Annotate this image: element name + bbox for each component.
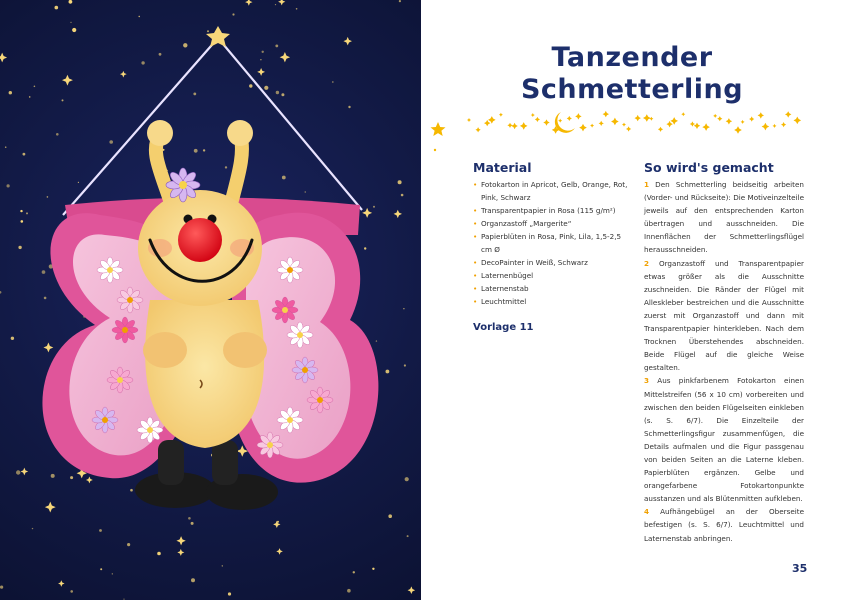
- page-title-line1: Tanzender: [551, 42, 713, 73]
- band-star-icon: [717, 116, 722, 121]
- star-dot: [348, 106, 350, 108]
- material-item: • Transparentpapier in Rosa (115 g/m²): [473, 204, 633, 217]
- step-number: 4: [644, 507, 650, 517]
- band-star-icon: [543, 119, 549, 125]
- material-item: • Papierblüten in Rosa, Pink, Lila, 1,5-2,5 cm Ø: [473, 230, 633, 256]
- left-antenna-tip: [147, 120, 173, 146]
- star-dot: [203, 149, 205, 151]
- paper-flower-icon: [117, 287, 143, 313]
- instructions-steps: [644, 178, 804, 545]
- material-item: • Laternenbügel: [473, 269, 633, 282]
- star-icon: [245, 0, 252, 6]
- star-dot: [34, 86, 36, 88]
- star-dot: [364, 247, 366, 249]
- band-star-icon: [567, 116, 572, 121]
- star-dot: [282, 176, 286, 180]
- star-dot: [100, 568, 102, 570]
- star-dot: [112, 573, 113, 574]
- star-icon: [62, 75, 73, 86]
- left-leg: [158, 440, 184, 485]
- star-icon: [58, 580, 64, 586]
- paper-flower-icon: [107, 367, 133, 393]
- step-text: Aufhängebügel an der Oberseite befestigen (s. S. 6/7). Leuchtmittel und Laternenstab anbringen.: [644, 507, 804, 543]
- star-dot: [386, 370, 390, 374]
- band-star-icon: [702, 123, 710, 131]
- hanging-wire: [63, 38, 362, 215]
- band-star-icon: [758, 112, 764, 118]
- star-icon: [280, 52, 290, 62]
- paper-flower-icon: [287, 322, 313, 348]
- star-dot: [305, 191, 306, 192]
- star-dot: [42, 270, 46, 274]
- paper-flower-icon: [112, 317, 138, 343]
- paper-flower-icon: [307, 387, 333, 413]
- star-icon: [120, 71, 127, 78]
- star-dot: [353, 571, 355, 573]
- star-dot: [404, 364, 406, 366]
- star-dot: [232, 13, 234, 15]
- band-star-icon: [762, 123, 770, 131]
- band-star-icon: [635, 115, 641, 121]
- step-2: [644, 257, 804, 375]
- band-star-icon: [643, 114, 651, 122]
- star-dot: [188, 517, 191, 520]
- star-dot: [191, 522, 194, 525]
- paper-flower-icon: [277, 407, 303, 433]
- star-dot: [56, 133, 59, 136]
- star-dot: [70, 476, 73, 479]
- step-3: [644, 374, 804, 505]
- material-item: • DecoPainter in Weiß, Schwarz: [473, 256, 633, 269]
- star-dot: [109, 140, 113, 144]
- step-1: [644, 178, 804, 257]
- star-icon: [394, 210, 402, 218]
- band-star-icon: [520, 122, 528, 130]
- star-dot: [332, 81, 334, 83]
- star-icon: [177, 549, 184, 556]
- star-icon: [0, 53, 7, 63]
- decorative-stars-moon: [461, 102, 806, 144]
- right-antenna-tip: [227, 120, 253, 146]
- red-nose: [178, 218, 222, 262]
- star-icon: [408, 586, 416, 594]
- star-dot: [29, 96, 31, 98]
- star-dot: [157, 552, 161, 556]
- band-star-icon: [694, 123, 700, 129]
- star-dot: [376, 340, 377, 341]
- star-dot: [51, 474, 55, 478]
- left-arm: [143, 332, 187, 368]
- star-dot: [191, 578, 195, 582]
- star-icon: [43, 343, 53, 353]
- star-dot: [11, 337, 14, 340]
- band-star-icon: [773, 124, 777, 128]
- band-star-icon: [575, 113, 581, 119]
- band-star-icon: [626, 126, 631, 131]
- star-dot: [16, 470, 20, 474]
- band-star-icon: [622, 123, 626, 127]
- star-icon: [176, 536, 185, 545]
- band-star-icon: [590, 124, 594, 128]
- star-dot: [405, 477, 409, 481]
- star-icon: [86, 477, 93, 484]
- band-star-icon: [741, 120, 745, 124]
- star-dot: [194, 149, 198, 153]
- star-dot: [296, 8, 298, 10]
- right-leg: [212, 440, 238, 485]
- band-star-icon: [785, 111, 791, 117]
- step-text: Organzastoff und Transparentpapier etwas größer als die Ausschnitte zuschneiden. Die Ränder der Flügel mit Alleskleber bestreichen und die Ausschnitte zuerst mit Organzastoff und dann mit Transparentpapier hinterkleben. Nach dem Trocknen Überstehendes abschneiden. Beide Flügel auf die gleiche Weise gestalten.: [644, 258, 804, 373]
- star-dot: [9, 91, 12, 94]
- star-dot: [159, 53, 162, 56]
- paper-flower-icon: [277, 257, 303, 283]
- star-dot: [399, 0, 401, 2]
- star-dot: [141, 61, 144, 64]
- star-dot: [264, 86, 268, 90]
- star-icon: [45, 502, 56, 513]
- paper-flower-icon: [272, 297, 298, 323]
- star-dot: [20, 210, 22, 212]
- star-dot: [262, 51, 264, 53]
- star-dot: [0, 586, 3, 589]
- band-star-icon: [467, 118, 471, 122]
- band-star-icon: [579, 124, 587, 132]
- star-dot: [23, 153, 26, 156]
- star-dot: [193, 93, 196, 96]
- page-number: 35: [792, 562, 808, 575]
- head-flower-icon: [166, 168, 200, 202]
- material-heading: Material: [473, 160, 532, 175]
- star-icon: [343, 37, 352, 46]
- instruction-page: [421, 0, 843, 600]
- step-number: 2: [644, 258, 650, 268]
- star-dot: [21, 220, 24, 223]
- star-dot: [225, 166, 227, 168]
- paper-flower-icon: [292, 357, 318, 383]
- star-dot: [260, 59, 261, 60]
- star-dot: [207, 30, 209, 32]
- star-dot: [78, 182, 79, 183]
- step-4: [644, 505, 804, 544]
- star-dot: [401, 194, 404, 197]
- material-item: • Fotokarton in Apricot, Gelb, Orange, Rot, Pink, Schwarz: [473, 178, 633, 204]
- star-dot: [26, 212, 28, 214]
- right-arm: [223, 332, 267, 368]
- star-dot: [99, 529, 102, 532]
- band-star-icon: [794, 117, 802, 125]
- star-icon: [276, 548, 283, 555]
- star-dot: [47, 196, 49, 198]
- star-icon: [257, 68, 265, 76]
- star-icon: [20, 468, 28, 476]
- step-text: Aus pinkfarbenem Fotokarton einen Mittelstreifen (56 x 10 cm) vorbereiten und zwischen den beiden Flügelseiten einkleben (s. S. 6/7). Die Einzelteile der Schmetterlingsfigur zusammenfügen, die Details aufmalen und die Figur passgenau von beiden Seiten an die Laterne kleben. Papierblüten ergänzen. Gelbe und orangefarbene Fotokartonpunkte ausstanzen und als Blütenmitten aufkleben.: [644, 376, 804, 504]
- material-item: • Laternenstab: [473, 282, 633, 295]
- page-title-line2: Schmetterling: [520, 74, 744, 105]
- band-star-icon: [666, 121, 672, 127]
- star-dot: [7, 184, 10, 187]
- paper-flower-icon: [137, 417, 163, 443]
- star-icon: [278, 0, 285, 5]
- band-star-icon: [726, 118, 732, 124]
- material-item: • Leuchtmittel: [473, 295, 633, 308]
- star-dot: [388, 514, 392, 518]
- band-star-icon: [476, 127, 481, 132]
- star-dot: [139, 16, 140, 17]
- step-text: Den Schmetterling beidseitig arbeiten (Vorder- und Rückseite): Die Motiveinzelteile jeweils auf den entsprechenden Karton übertragen und ausschneiden. Die Innenflächen der Schmetterlingsflügel herausschneiden.: [644, 180, 804, 255]
- top-star-icon: [206, 26, 230, 47]
- band-star-icon: [649, 117, 653, 121]
- star-dot: [62, 99, 64, 101]
- star-dot: [69, 0, 73, 4]
- band-star-icon: [713, 114, 717, 118]
- band-star-icon: [734, 126, 742, 134]
- band-star-icon: [603, 111, 609, 117]
- star-dot: [276, 91, 279, 94]
- template-reference: Vorlage 11: [473, 322, 534, 333]
- star-icon: [273, 521, 280, 528]
- material-list: [473, 178, 633, 308]
- band-star-icon: [681, 112, 685, 116]
- material-item: • Organzastoff „Margerite“: [473, 217, 633, 230]
- star-dot: [347, 589, 351, 593]
- star-dot: [127, 543, 130, 546]
- star-dot: [55, 6, 59, 10]
- paper-flower-icon: [257, 432, 283, 458]
- star-dot: [70, 22, 71, 23]
- star-dot: [130, 489, 133, 492]
- step-number: 3: [644, 376, 650, 386]
- band-star-icon: [531, 113, 535, 117]
- star-dot: [0, 291, 1, 294]
- star-icon: [362, 208, 372, 218]
- band-star-icon: [611, 118, 619, 126]
- star-dot: [44, 297, 47, 300]
- star-dot: [222, 565, 223, 566]
- star-dot: [372, 568, 374, 570]
- star-dot: [403, 308, 404, 309]
- band-star-icon: [599, 121, 604, 126]
- star-dot: [72, 28, 76, 32]
- star-dot: [275, 4, 276, 5]
- band-star-icon: [511, 123, 517, 129]
- star-dot: [275, 45, 278, 48]
- band-star-icon: [781, 122, 786, 127]
- step-number: 1: [644, 180, 650, 189]
- star-dot: [70, 590, 73, 593]
- star-dot: [249, 84, 252, 87]
- paper-flower-icon: [92, 407, 118, 433]
- star-dot: [32, 528, 33, 529]
- band-star-icon: [749, 116, 754, 121]
- band-star-icon: [484, 120, 490, 126]
- star-dot: [398, 180, 402, 184]
- star-dot: [5, 146, 7, 148]
- side-star-icon: [429, 120, 447, 170]
- band-star-icon: [658, 127, 663, 132]
- band-star-icon: [499, 113, 503, 117]
- instructions-heading: So wird's gemacht: [644, 160, 774, 175]
- star-dot: [281, 93, 284, 96]
- star-dot: [183, 43, 187, 47]
- band-star-icon: [558, 119, 562, 123]
- star-dot: [373, 206, 375, 208]
- paper-flower-icon: [97, 257, 123, 283]
- star-dot: [228, 592, 231, 595]
- butterfly-photo: [0, 0, 421, 600]
- star-dot: [407, 535, 409, 537]
- star-dot: [18, 246, 21, 249]
- band-star-icon: [507, 123, 512, 128]
- band-star-icon: [535, 117, 540, 122]
- butterfly-lantern-illustration: [0, 0, 421, 600]
